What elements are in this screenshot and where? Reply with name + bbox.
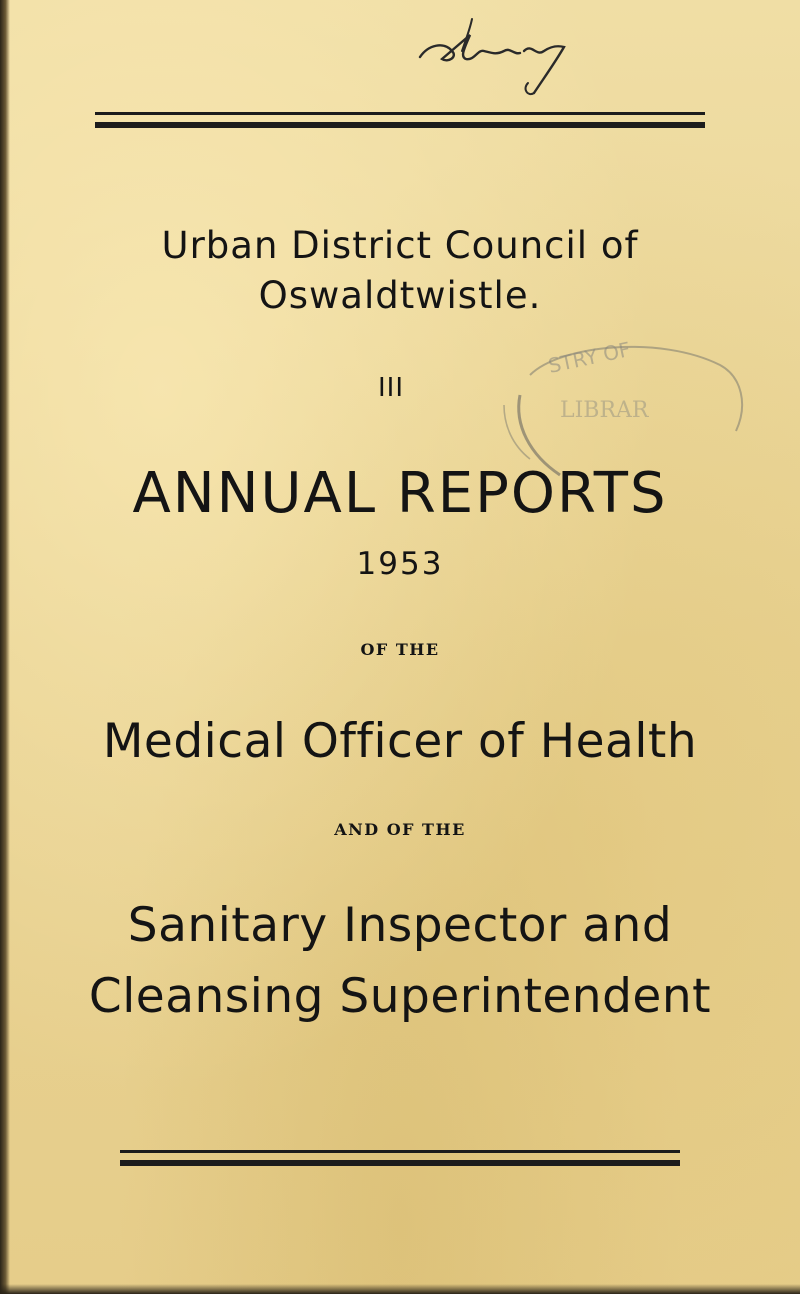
bottom-rule-thin [120, 1150, 680, 1153]
council-line-2: Oswaldtwistle. [258, 274, 542, 317]
report-title: ANNUAL REPORTS [132, 461, 668, 526]
handwritten-signature [400, 5, 580, 105]
inspector-line-2: Cleansing Superintendent [88, 969, 712, 1024]
officer-title: Medical Officer of Health [102, 714, 698, 769]
report-year: 1953 [356, 546, 444, 582]
volume-numeral: III [378, 373, 405, 403]
top-rule-thin [95, 112, 705, 115]
page-bottom-edge-shadow [0, 1284, 800, 1294]
svg-text:LIBRAR: LIBRAR [560, 398, 649, 423]
and-of-the-label: AND OF THE [334, 820, 466, 839]
svg-text:STRY OF: STRY OF [546, 337, 633, 378]
council-line-1: Urban District Council of [161, 224, 639, 267]
top-rule-thick [95, 122, 705, 128]
of-the-label: OF THE [360, 640, 440, 659]
bottom-rule-thick [120, 1160, 680, 1166]
inspector-line-1: Sanitary Inspector and [127, 898, 673, 953]
